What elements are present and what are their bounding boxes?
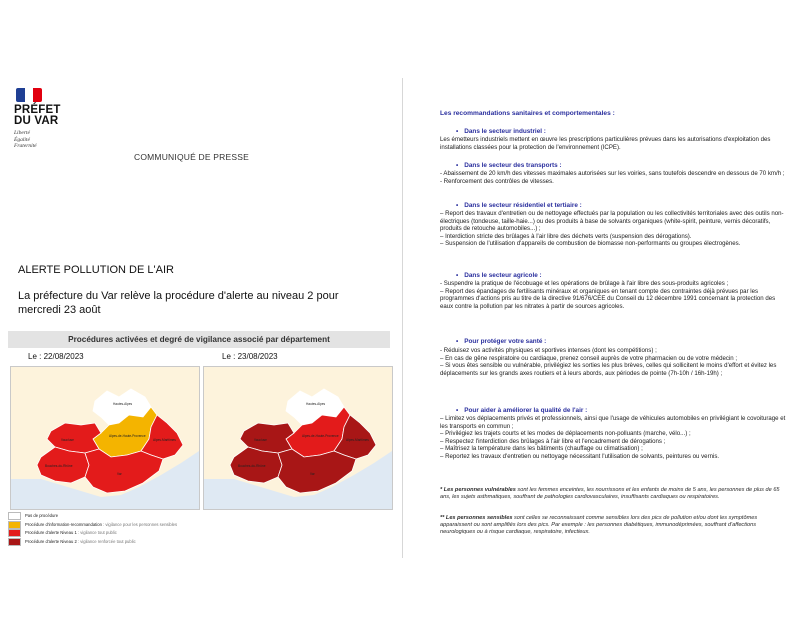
legend-swatch: [8, 529, 21, 537]
footnote-label: ** Les personnes sensibles: [440, 515, 513, 521]
label-hautes-alpes: Hautes-Alpes: [306, 402, 326, 406]
footnote-sensibles: [440, 515, 786, 536]
label-alpes-maritimes: Alpes-Maritimes: [153, 438, 176, 442]
map-date-2: Le : 23/08/2023: [222, 352, 278, 361]
legend-row: [8, 521, 177, 530]
section-title-text: Dans le secteur industriel :: [464, 128, 546, 135]
section-residentiel-body: – Report des travaux d'entretien ou de nettoyage effectués par la population ou les collectivités territoriales avec des outils non-électriques (tondeuse, taille-haie...) ou des produits à base de solvants organiques (white-spirit, peinture, vernis décoratifs, produits de retouche automobiles...) ; – Interdiction stricte des brûlages à l'air libre des déchets verts (suspension des dérogations). – Suspension de l'utilisation d'appareils de combustion de biomasse non-performants ou groupes électrogènes.: [440, 210, 784, 247]
label-bouches-du-rhone: Bouches-du-Rhône: [238, 464, 266, 468]
section-title-text: Pour aider à améliorer la qualité de l'air :: [464, 407, 588, 414]
section-sante-title: • Pour protéger votre santé :: [456, 338, 547, 345]
legend-swatch: [8, 521, 21, 529]
label-var: Var: [117, 472, 122, 476]
legend-desc: : vigilance pour les personnes sensibles: [101, 521, 178, 527]
logo-motto-line3: Fraternité: [14, 143, 37, 149]
section-qualite-air-body: – Limitez vos déplacements privés et professionnels, ainsi que l'usage de véhicules automobiles en privilégiant le covoiturage et les transports en commun ; – Privilégiez les trajets courts et les modes de déplacements non-polluants (marche, vélo...) ; – Respectez l'interdiction des brûlages à l'air libre et l'encadrement de dérogations ; – Maîtrisez la température dans les bâtiments (chauffage ou climatisation) ; – Reportez les travaux d'entretien ou nettoyage nécessitant l'utilisation de solvants, peintures ou vernis.: [440, 415, 786, 460]
prefet-logo: [14, 88, 61, 150]
procedures-header: [8, 331, 390, 348]
french-flag-icon: [16, 88, 42, 102]
map-date-1: Le : 22/08/2023: [28, 352, 84, 361]
map-legend: [8, 512, 177, 546]
label-var: Var: [310, 472, 315, 476]
section-agricole-title: • Dans le secteur agricole :: [456, 272, 542, 279]
section-title-text: Dans le secteur agricole :: [464, 272, 542, 279]
section-title-text: Dans le secteur résidentiel et tertiaire :: [464, 202, 582, 209]
legend-label: Procédure d'alerte Niveau 1: [25, 530, 77, 536]
legend-label: Procédure d'alerte Niveau 2: [25, 538, 77, 544]
alert-subtitle: La préfecture du Var relève la procédure d'alerte au niveau 2 pour mercredi 23 août: [18, 290, 339, 316]
legend-desc: : vigilance tout public: [76, 530, 117, 536]
logo-motto-line2: Égalité: [14, 136, 30, 143]
legend-row: [8, 512, 177, 521]
label-alpes-hp: Alpes-de-Haute-Provence: [302, 434, 339, 438]
section-industriel-title: • Dans le secteur industriel :: [456, 128, 546, 135]
section-agricole-body: - Suspendre la pratique de l'écobuage et les opérations de brûlage à l'air libre des sous-produits agricoles ; – Report des épandages de fertilisants minéraux et organiques en tenant compte des contraintes déjà prévues par les programmes d'actions pris au titre de la directive 91/676/CEE du Conseil du 12 décembre 1991 concernant la protection des eaux contre la pollution par les nitrates à partir de sources agricoles.: [440, 280, 776, 310]
section-transports-title: • Dans le secteur des transports :: [456, 162, 562, 169]
legend-row: [8, 529, 177, 538]
procedures-header-text: Procédures activées et degré de vigilance associé par département: [68, 335, 330, 344]
label-vaucluse: Vaucluse: [254, 438, 267, 442]
page-divider: [402, 78, 403, 558]
logo-motto-line1: Liberté: [14, 130, 30, 136]
paca-map-1: [11, 367, 199, 509]
footnote-text: sont celles se reconnaissant comme sensibles lors des pics de pollution et/ou dont les symptômes apparaissent ou sont amplifiés lors des pics. Par exemple : les personnes diabétiques, immunodéprimées, souffrant d'affections neurologiques ou à risque cardiaque, respiratoire, infectieux.: [440, 515, 758, 535]
logo-motto: [14, 130, 61, 150]
footnote-vulnerables: [440, 487, 786, 501]
section-industriel-body: Les émetteurs industriels mettent en œuvre les prescriptions particulières prévues dans les autorisations d'exploitation des installations classées pour la protection de l'environnement (ICPE).: [440, 136, 771, 151]
alert-title: ALERTE POLLUTION DE L'AIR: [18, 264, 174, 276]
paca-map-2: [204, 367, 392, 509]
legend-label: Pas de procédure: [25, 513, 59, 519]
label-hautes-alpes: Hautes-Alpes: [113, 402, 133, 406]
label-alpes-maritimes: Alpes-Maritimes: [346, 438, 369, 442]
section-title-text: Dans le secteur des transports :: [464, 162, 562, 169]
label-bouches-du-rhone: Bouches-du-Rhône: [45, 464, 73, 468]
section-sante-body: - Réduisez vos activités physiques et sportives intenses (dont les compétitions) ; – En cas de gêne respiratoire ou cardiaque, prenez conseil auprès de votre pharmacien ou de votre médecin ; – Si vous êtes sensible ou vulnérable, privilégiez les sorties les plus brèves, celles qui sollicitent le moins d'effort et évitez les déplacements sur les grands axes routiers et à leurs abords, aux périodes de pointe (7h-10h / 16h-19h) ;: [440, 347, 777, 377]
footnote-text: sont les femmes enceintes, les nourrissons et les enfants de moins de 5 ans, les personnes de plus de 65 ans, les sujets asthmatiques, souffrant de pathologies cardiovasculaires, insuffisants cardiaques ou respiratoires.: [440, 487, 780, 500]
label-alpes-hp: Alpes-de-Haute-Provence: [109, 434, 146, 438]
legend-label: Procédure d'information-recommandation: [25, 521, 102, 527]
recommendations-heading: Les recommandations sanitaires et comportementales :: [440, 110, 615, 117]
section-residentiel-title: • Dans le secteur résidentiel et tertiaire :: [456, 202, 582, 209]
legend-row: [8, 538, 177, 547]
map-23-08: [203, 366, 393, 510]
legend-desc: : vigilance renforcée tout public: [76, 538, 136, 544]
logo-title-line1: PRÉFET: [14, 104, 61, 116]
section-qualite-air-title: • Pour aider à améliorer la qualité de l'air :: [456, 407, 588, 414]
logo-title-line2: DU VAR: [14, 115, 59, 127]
communique-label: COMMUNIQUÉ DE PRESSE: [134, 152, 249, 162]
section-transports-body: - Abaissement de 20 km/h des vitesses maximales autorisées sur les voiries, sans toutefois descendre en dessous de 70 km/h ; - Renforcement des contrôles de vitesses.: [440, 170, 785, 185]
footnote-label: * Les personnes vulnérables: [440, 487, 516, 493]
label-vaucluse: Vaucluse: [61, 438, 74, 442]
legend-swatch: [8, 538, 21, 546]
map-22-08: [10, 366, 200, 510]
section-title-text: Pour protéger votre santé :: [464, 338, 547, 345]
logo-title: [14, 105, 61, 127]
recommendations-page: [410, 0, 788, 630]
legend-swatch: [8, 512, 21, 520]
